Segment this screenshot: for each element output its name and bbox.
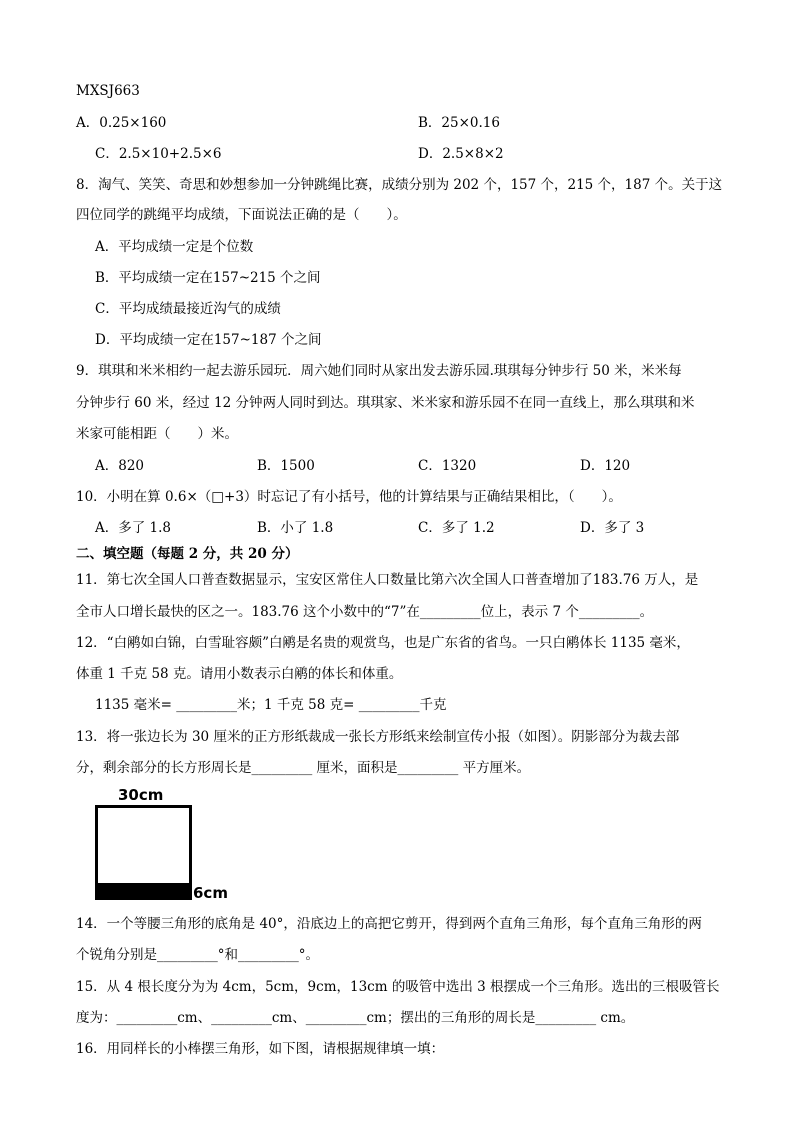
q11-stem-line2: 全市人口增长最快的区之一。183.76 这个小数中的“7”在_________位上，表示 7 个_________。 [76, 604, 654, 620]
q15-stem-line2: 度为：_________cm、_________cm、_________cm；摆出的三角形的周长是_________ cm。 [76, 1010, 635, 1026]
q15-stem-line1: 15．从 4 根长度分为为 4cm，5cm，9cm，13cm 的吸管中选出 3 根摆成一个三角形。选出的三根吸管长 [76, 979, 720, 995]
q12-stem-line1: 12．“白鹇如白锦，白雪耻容颇”白鹇是名贵的观赏鸟，也是广东省的省鸟。一只白鹇体长 1135 毫米， [76, 635, 690, 651]
q7-option-d: D．2.5×8×2 [418, 146, 504, 162]
q14-stem-line2: 个锐角分别是_________°和_________°。 [76, 947, 319, 963]
q9-stem-line1: 9．琪琪和米米相约一起去游乐园玩．周六她们同时从家出发去游乐园.琪琪每分钟步行 50 米，米米每 [76, 363, 682, 379]
q8-option-b: B．平均成绩一定在157~215 个之间 [95, 270, 321, 286]
q11-stem-line1: 11．第七次全国人口普查数据显示，宝安区常住人口数量比第六次全国人口普查增加了183.76 万人，是 [76, 572, 699, 588]
q7-option-a: A．0.25×160 [76, 115, 167, 131]
square-paper-figure [95, 805, 192, 900]
q13-stem-line2: 分，剩余部分的长方形周长是_________ 厘米，面积是_________ 平方厘米。 [76, 760, 531, 776]
q12-answer-line: 1135 毫米= _________米；1 千克 58 克= _________千克 [95, 697, 447, 713]
q16-stem: 16．用同样长的小棒摆三角形，如下图，请根据规律填一填： [76, 1041, 445, 1057]
q9-option-d: D．120 [580, 458, 631, 474]
q10-option-d: D．多了 3 [580, 520, 645, 536]
q12-stem-line2: 体重 1 千克 58 克。请用小数表示白鹇的体长和体重。 [76, 666, 403, 682]
q8-option-d: D．平均成绩一定在157~187 个之间 [95, 332, 322, 348]
q10-option-b: B．小了 1.8 [257, 520, 334, 536]
section-heading-fill-in: 二、填空题（每题 2 分，共 20 分） [76, 546, 299, 562]
q13-stem-line1: 13．将一张边长为 30 厘米的正方形纸裁成一张长方形纸来绘制宣传小报（如图）。阴影部分为裁去部 [76, 729, 680, 745]
q9-option-a: A．820 [95, 458, 145, 474]
q7-option-c: C．2.5×10+2.5×6 [95, 146, 222, 162]
q8-stem-line2: 四位同学的跳绳平均成绩，下面说法正确的是（ ）。 [76, 207, 407, 223]
q8-option-c: C．平均成绩最接近沟气的成绩 [95, 301, 281, 317]
q7-option-b: B．25×0.16 [418, 115, 500, 131]
figure-side-label: 6cm [193, 884, 228, 902]
q8-option-a: A．平均成绩一定是个位数 [95, 239, 254, 255]
q10-stem: 10．小明在算 0.6×（□+3）时忘记了有小括号，他的计算结果与正确结果相比，（ ）。 [76, 489, 622, 505]
figure-top-label: 30cm [118, 786, 164, 804]
q9-option-c: C．1320 [418, 458, 477, 474]
q9-stem-line2: 分钟步行 60 米，经过 12 分钟两人同时到达。琪琪家、米米家和游乐园不在同一直线上，那么琪琪和米 [76, 395, 695, 411]
q10-option-a: A．多了 1.8 [95, 520, 172, 536]
q10-option-c: C．多了 1.2 [418, 520, 495, 536]
q14-stem-line1: 14．一个等腰三角形的底角是 40°，沿底边上的高把它剪开，得到两个直角三角形，每个直角三角形的两 [76, 916, 702, 932]
document-code: MXSJ663 [76, 83, 140, 99]
cut-off-shaded-strip [98, 883, 189, 897]
q9-option-b: B．1500 [257, 458, 315, 474]
q9-stem-line3: 米家可能相距（ ）米。 [76, 426, 238, 442]
q8-stem-line1: 8．淘气、笑笑、奇思和妙想参加一分钟跳绳比赛，成绩分别为 202 个，157 个，215 个，187 个。关于这 [76, 177, 723, 193]
